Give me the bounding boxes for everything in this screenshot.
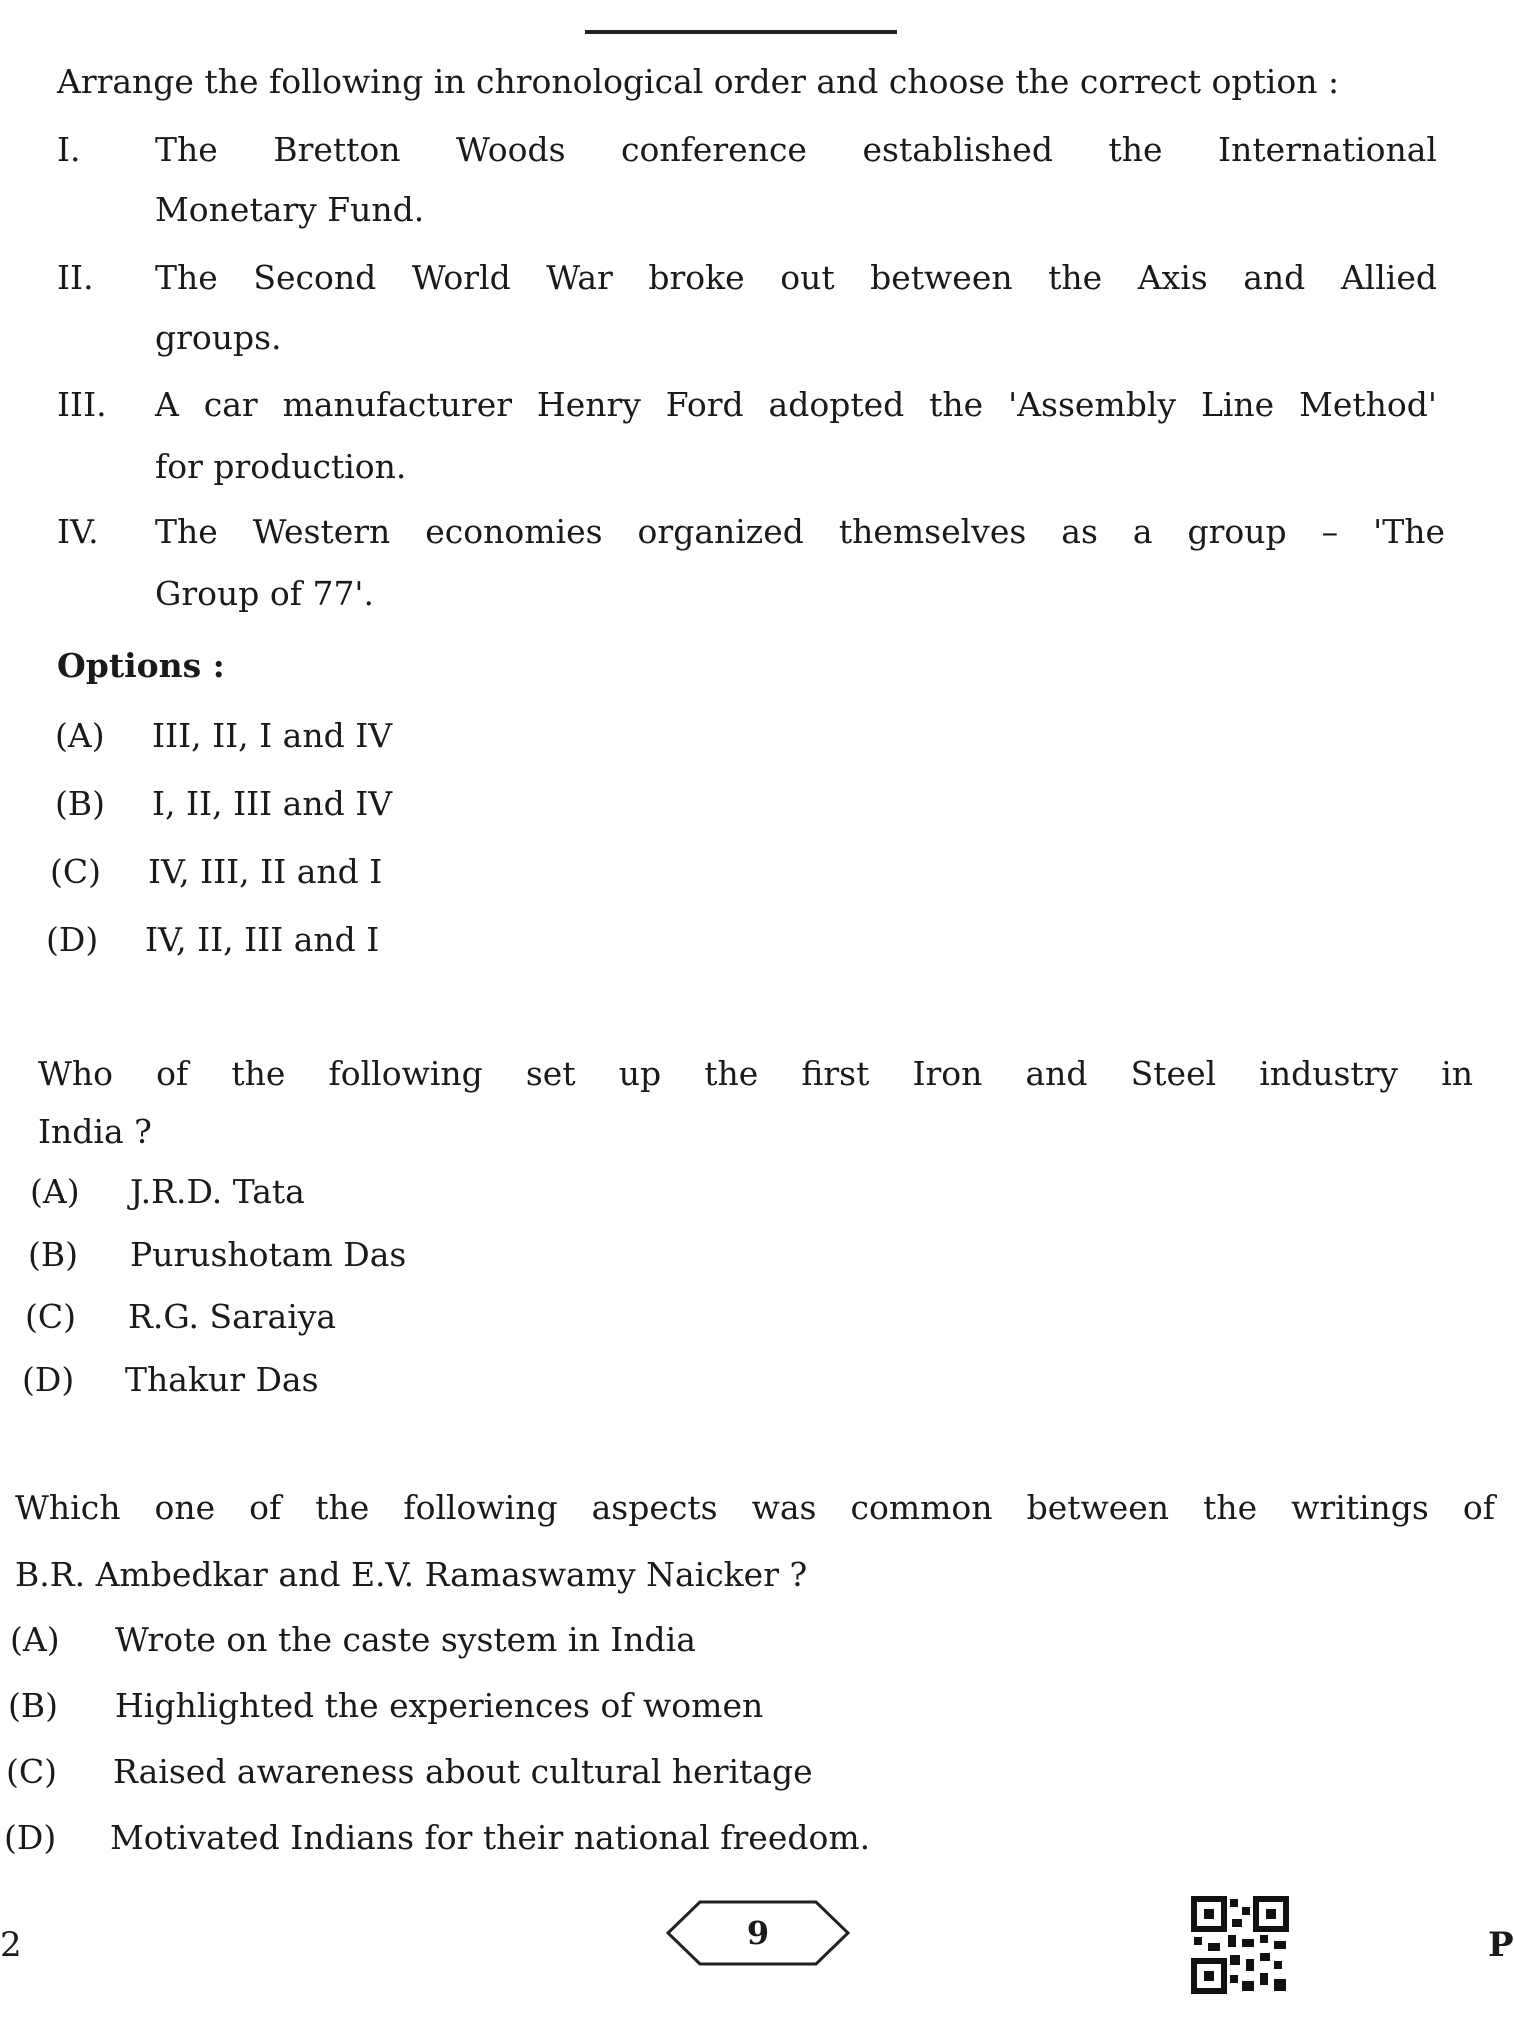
q1-statement-4-line1: The Western economies organized themselves as a group – 'The: [155, 512, 1445, 551]
q3-stem-line1: Which one of the following aspects was common between the writings of: [15, 1488, 1495, 1527]
top-divider: [585, 30, 897, 34]
q1-statement-1-line2: Monetary Fund.: [155, 190, 425, 229]
q1-statement-3-line2: for production.: [155, 447, 407, 486]
q1-statement-2-line1: The Second World War broke out between the Axis and Allied: [155, 258, 1437, 297]
footer-left-code: 2: [0, 1925, 22, 1965]
q1-option-a-label: (A): [55, 716, 105, 755]
q3-option-a-label: (A): [10, 1620, 60, 1659]
q1-statement-4-num: IV.: [57, 512, 99, 551]
q3-option-b-text: Highlighted the experiences of women: [115, 1686, 764, 1725]
q1-option-a-text: III, II, I and IV: [152, 716, 393, 755]
q1-option-b-text: I, II, III and IV: [152, 784, 393, 823]
q1-options-heading: Options :: [57, 646, 225, 685]
q2-stem-line1: Who of the following set up the first Iron and Steel industry in: [38, 1054, 1473, 1093]
page-number: 9: [746, 1914, 770, 1952]
q1-statement-2-num: II.: [57, 258, 94, 297]
q2-option-d-label: (D): [22, 1360, 75, 1399]
q3-option-a-text: Wrote on the caste system in India: [115, 1620, 696, 1659]
q3-option-c-text: Raised awareness about cultural heritage: [113, 1752, 813, 1791]
footer-right-mark: P: [1488, 1925, 1514, 1965]
q3-option-b-label: (B): [8, 1686, 58, 1725]
q2-option-b-label: (B): [28, 1235, 78, 1274]
q1-option-d-label: (D): [46, 920, 99, 959]
q2-option-c-text: R.G. Saraiya: [128, 1297, 337, 1336]
q3-option-c-label: (C): [6, 1752, 57, 1791]
q2-option-b-text: Purushotam Das: [130, 1235, 407, 1274]
q1-stem: Arrange the following in chronological order and choose the correct option :: [57, 62, 1340, 101]
q1-statement-4-line2: Group of 77'.: [155, 574, 374, 613]
q1-statement-3-line1: A car manufacturer Henry Ford adopted the 'Assembly Line Method': [155, 385, 1437, 424]
q1-statement-1-num: I.: [57, 130, 81, 169]
q1-option-d-text: IV, II, III and I: [145, 920, 380, 959]
q1-option-c-label: (C): [50, 852, 101, 891]
qr-code-icon: [1190, 1895, 1290, 1995]
q1-statement-3-num: III.: [57, 385, 107, 424]
q2-option-d-text: Thakur Das: [125, 1360, 319, 1399]
q2-option-a-label: (A): [30, 1172, 80, 1211]
q2-option-a-text: J.R.D. Tata: [130, 1172, 305, 1211]
q2-stem-line2: India ?: [38, 1112, 152, 1151]
q1-statement-2-line2: groups.: [155, 318, 282, 357]
q3-stem-line2: B.R. Ambedkar and E.V. Ramaswamy Naicker ?: [15, 1555, 808, 1594]
q2-option-c-label: (C): [25, 1297, 76, 1336]
q3-option-d-text: Motivated Indians for their national freedom.: [110, 1818, 871, 1857]
q1-statement-1-line1: The Bretton Woods conference established the International: [155, 130, 1437, 169]
q1-option-b-label: (B): [55, 784, 105, 823]
q1-option-c-text: IV, III, II and I: [148, 852, 383, 891]
q3-option-d-label: (D): [4, 1818, 57, 1857]
